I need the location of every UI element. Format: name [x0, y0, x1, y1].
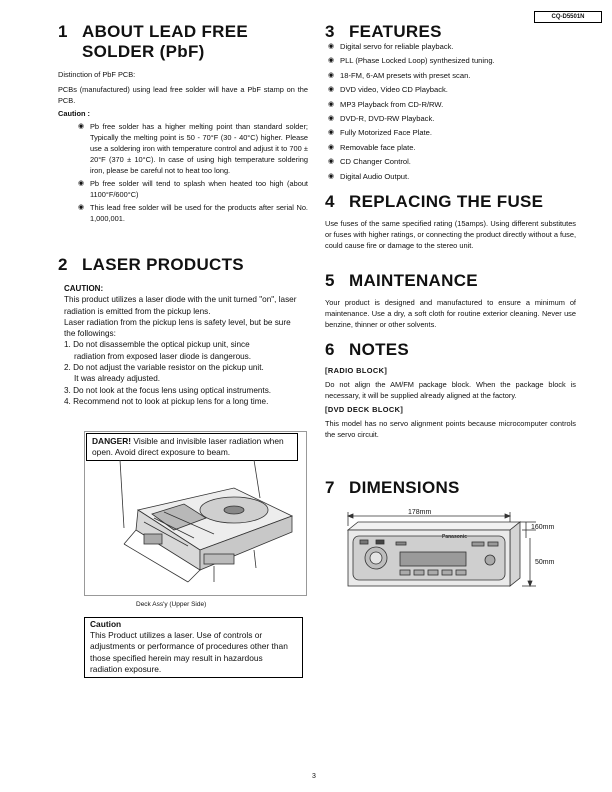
radio-block-label: [RADIO BLOCK] [325, 366, 388, 375]
caution-item: ◉ Pb free solder has a higher melting point than standard solder; Typically the melting point is 50 - 70°F (30 - 40°C) higher. Please use a soldering iron with temperature control and adjust it to 700 ± 20°F (370 ± 10°C). In case of using high temperature soldering iron, please be careful not to heat too long. [78, 122, 308, 175]
section-title: REPLACING THE FUSE [349, 192, 544, 211]
bullet-icon: ◉ [78, 180, 85, 187]
section-number: 5 [325, 271, 335, 290]
laser-p1: This product utilizes a laser diode with the unit turned "on", laser radiation is emitted from the pickup lens. [64, 295, 297, 316]
laser-p2: Laser radiation from the pickup lens is safety level, but be sure the followings: [64, 317, 291, 339]
notes-body [325, 365, 576, 440]
laser-item: 2. Do not adjust the variable resistor on the pickup unit. [64, 363, 264, 373]
section-number: 6 [325, 340, 335, 359]
feature-item: ◉ MP3 Playback from CD-R/RW. [328, 98, 588, 112]
maintenance-text: Your product is designed and manufactured to ensure a minimum of maintenance. Use a dry, a soft cloth for routine exterior cleaning. Never use benzine, thinner or other solvents. [325, 298, 576, 329]
section-3-heading [325, 22, 442, 42]
bullet-icon: ◉ [78, 123, 85, 130]
dimension-width: 178mm [408, 509, 432, 516]
section-title-line2: SOLDER (PbF) [82, 42, 205, 61]
feature-item: ◉ DVD video, Video CD Playback. [328, 83, 588, 97]
section-7-heading [325, 478, 460, 498]
section-number: 4 [325, 192, 335, 211]
caution-label: Caution : [58, 109, 91, 118]
laser-text [64, 283, 302, 407]
radio-block-text: Do not align the AM/FM package block. When the package block is necessary, it will be supplied already aligned at the factory. [325, 380, 576, 400]
feature-item: ◉ Fully Motorized Face Plate. [328, 126, 588, 140]
bullet-icon: ◉ [78, 204, 85, 211]
section-title: FEATURES [349, 22, 442, 41]
section-2-heading [58, 255, 244, 275]
laser-item: 4. Recommend not to look at pickup lens for a long time. [64, 396, 269, 406]
feature-item: ◉ DVD-R, DVD-RW Playback. [328, 112, 588, 126]
feature-item: ◉ Digital Audio Output. [328, 170, 588, 184]
section-title: LASER PRODUCTS [82, 255, 244, 274]
laser-item: 1. Do not disassemble the optical pickup unit, since [64, 340, 250, 350]
laser-item: radiation from exposed laser diode is dangerous. [74, 351, 252, 361]
model-number: CQ-D5501N [534, 11, 602, 23]
laser-item: It was already adjusted. [74, 374, 161, 384]
bullet-icon: ◉ [328, 129, 335, 137]
feature-item: ◉ 18-FM, 6-AM presets with preset scan. [328, 69, 588, 83]
section-1-heading [58, 22, 248, 62]
section-number: 3 [325, 22, 335, 41]
dvd-block-text: This model has no servo alignment points because microcomputer controls the servo circuit. [325, 419, 576, 439]
section-4-heading [325, 192, 543, 212]
caution-box-label: Caution [90, 619, 122, 629]
bullet-icon: ◉ [328, 43, 335, 50]
dvd-block-label: [DVD DECK BLOCK] [325, 405, 404, 414]
dimension-depth: 160mm [531, 524, 555, 531]
section-title: MAINTENANCE [349, 271, 478, 290]
section-number: 7 [325, 478, 335, 497]
bullet-icon: ◉ [328, 115, 335, 123]
features-list [328, 40, 588, 184]
bullet-icon: ◉ [328, 86, 335, 94]
deck-caption: Deck Ass'y (Upper Side) [136, 601, 207, 608]
bullet-icon: ◉ [328, 71, 335, 79]
laser-item: 3. Do not look at the focus lens using optical instruments. [64, 385, 272, 395]
feature-item: ◉ Digital servo for reliable playback. [328, 40, 588, 54]
laser-caution-label: CAUTION: [64, 284, 104, 293]
caution-item: ◉ Pb free solder will tend to splash when heated too high (about 1100°F/600°C) [78, 179, 308, 199]
feature-item: ◉ CD Changer Control. [328, 155, 588, 169]
fuse-text: Use fuses of the same specified rating (15amps). Using different substitutes or fuses with higher ratings, or connecting the product directly without a fuse, could cause fire or damage to the stereo unit. [325, 219, 577, 250]
brand-logo: Panasonic [442, 534, 468, 540]
section-title: ABOUT LEAD FREE [82, 22, 248, 41]
bullet-icon: ◉ [328, 100, 335, 108]
section-title: DIMENSIONS [349, 478, 460, 497]
danger-text: Visible and invisible laser radiation when open. Avoid direct exposure to beam. [92, 436, 284, 457]
section-number: 1 [58, 22, 68, 41]
bullet-icon: ◉ [328, 57, 335, 65]
section-number: 2 [58, 255, 68, 274]
feature-item: ◉ Removable face plate. [328, 141, 588, 155]
section-title: NOTES [349, 340, 410, 359]
section-5-heading [325, 271, 478, 291]
danger-label: DANGER! [92, 436, 132, 446]
bullet-icon: ◉ [328, 172, 335, 180]
page-number: 3 [312, 773, 316, 780]
pcbs-text: PCBs (manufactured) using lead free solder will have a PbF stamp on the PCB. [58, 85, 308, 105]
danger-label-box [86, 433, 298, 461]
section-1-body [58, 69, 308, 224]
bullet-icon: ◉ [328, 158, 335, 166]
caution-item: ◉ This lead free solder will be used for the products after serial No. 1,000,001. [78, 203, 308, 223]
caution-list [78, 121, 308, 224]
bullet-icon: ◉ [328, 143, 335, 151]
dimensions-drawing [340, 508, 540, 598]
feature-item: ◉ PLL (Phase Locked Loop) synthesized tuning. [328, 54, 588, 68]
distinction-text: Distinction of PbF PCB: [58, 70, 136, 79]
laser-caution-box [84, 617, 303, 678]
dimension-height: 50mm [535, 559, 555, 566]
deck-assembly-illustration [84, 458, 305, 594]
caution-box-text: This Product utilizes a laser. Use of controls or adjustments or performance of procedures other than those specified herein may result in hazardous radiation exposure. [90, 630, 288, 674]
section-6-heading [325, 340, 409, 360]
